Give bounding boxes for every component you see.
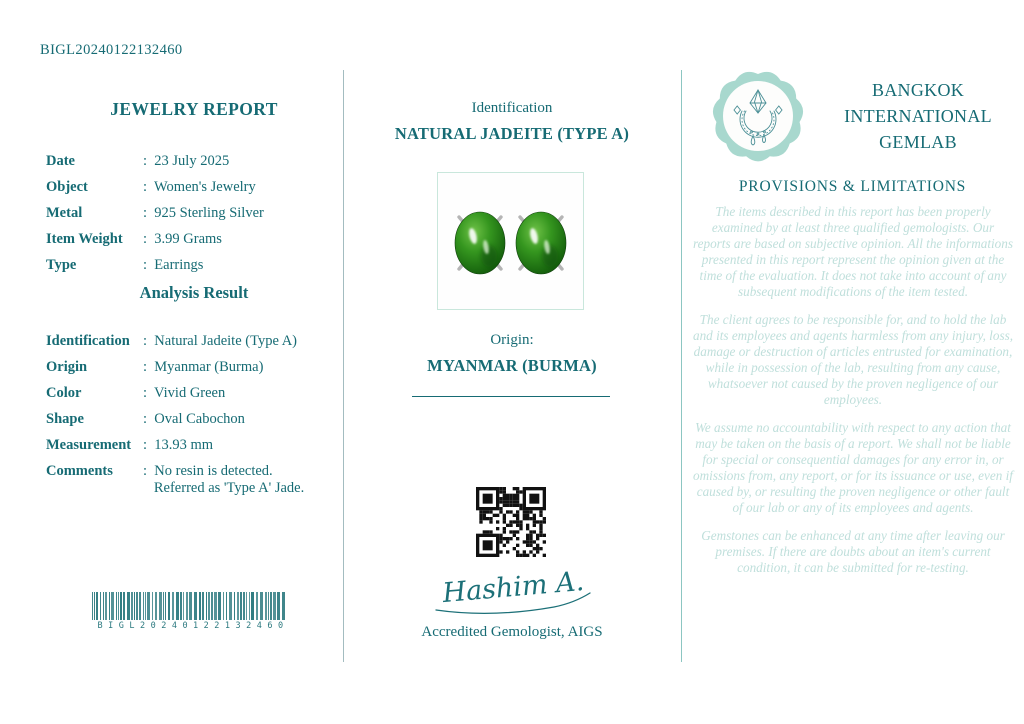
field-label: Metal — [46, 205, 83, 221]
field-row — [46, 328, 346, 354]
gemlab-logo-icon — [708, 66, 808, 166]
origin-label: Origin: — [490, 332, 534, 348]
field-value: : 925 Sterling Silver — [143, 205, 264, 221]
provision-paragraph: The items described in this report has been properly examined by at least three qualified gemologists. Our reports are based on subjective opinion. All the informations presented in this report represent the opinion given at the time of the evaluation. It does not take into account of any subsequent modifications of the item tested. — [692, 204, 1013, 299]
field-value: : Women's Jewelry — [143, 179, 256, 195]
field-label: Comments — [46, 463, 113, 479]
origin-underline — [412, 396, 610, 397]
lab-name-line: GEMLAB — [879, 132, 957, 152]
field-row — [46, 380, 346, 406]
provision-paragraph: Gemstones can be enhanced at any time after leaving our premises. If there are doubts about an item's current condition, it can be submitted for re-testing. — [701, 528, 1005, 575]
field-value: : No resin is detected. — [143, 463, 273, 479]
field-label: Measurement — [46, 437, 132, 453]
signature-name: Hashim A. — [441, 566, 586, 610]
field-label: Shape — [46, 411, 84, 427]
jade-earrings-image — [442, 187, 579, 295]
field-value: : 23 July 2025 — [143, 153, 229, 169]
field-label: Object — [46, 179, 88, 195]
field-row — [46, 354, 346, 380]
field-row — [46, 406, 346, 432]
provision-paragraph: We assume no accountability with respect to any action that may be taken on the basis of a report. We shall not be liable for special or consequential damages for any error in, or omissions from, any report, or for its issuance or use, even if caused by, or resulting the proven negligence or other fault of our lab or any of its employees and agents. — [693, 420, 1013, 515]
identification-title: NATURAL JADEITE (TYPE A) — [394, 124, 630, 143]
field-label: Identification — [46, 333, 130, 349]
barcode — [92, 592, 288, 631]
field-label: Date — [46, 153, 75, 169]
field-label: Color — [46, 385, 82, 401]
column-divider — [681, 70, 682, 662]
report-title: JEWELRY REPORT — [110, 99, 278, 119]
field-label: Item Weight — [46, 231, 123, 247]
right-earring — [516, 212, 566, 274]
jewelry-photo — [437, 172, 584, 310]
barcode-bars — [92, 592, 288, 620]
field-value: : 13.93 mm — [143, 437, 213, 453]
field-row — [46, 226, 346, 252]
field-row — [46, 252, 346, 278]
field-value: : Myanmar (Burma) — [143, 359, 263, 375]
field-value: : Earrings — [143, 257, 203, 273]
field-row — [46, 200, 346, 226]
field-value: : Oval Cabochon — [143, 411, 245, 427]
field-value: : 3.99 Grams — [143, 231, 222, 247]
identification-label: Identification — [471, 100, 553, 116]
signature — [402, 566, 622, 622]
origin-title: MYANMAR (BURMA) — [427, 356, 597, 375]
lab-name-line: INTERNATIONAL — [844, 106, 992, 126]
gemologist-title: Accredited Gemologist, AIGS — [421, 624, 603, 640]
field-label: Type — [46, 257, 77, 273]
left-earring — [455, 212, 505, 274]
barcode-text: BIGL20240122132460 — [97, 621, 289, 631]
report-serial-number: BIGL20240122132460 — [40, 42, 183, 58]
field-row — [46, 432, 346, 458]
field-label: Origin — [46, 359, 88, 375]
qr-code — [476, 487, 546, 557]
provisions-heading: PROVISIONS & LIMITATIONS — [738, 178, 967, 195]
field-row — [46, 174, 346, 200]
analysis-fields — [46, 328, 346, 497]
field-value: : Vivid Green — [143, 385, 225, 401]
field-row — [46, 458, 346, 497]
lab-name-line: BANGKOK — [871, 80, 965, 100]
analysis-result-heading: Analysis Result — [139, 283, 249, 302]
lab-name — [818, 77, 1018, 155]
field-row — [46, 148, 346, 174]
provisions-body — [692, 204, 1014, 588]
field-value: : Natural Jadeite (Type A) — [143, 333, 297, 349]
field-value-line2: Referred as 'Type A' Jade. — [153, 480, 305, 496]
provision-paragraph: The client agrees to be responsible for, and to hold the lab and its employees and agents harmless from any injury, loss, damage or destruction of articles entrusted for examination, while in possession of the lab, resulting from any cause, whatsoever not caused by the proven negligence of our employees. — [692, 312, 1014, 407]
report-fields — [46, 148, 346, 278]
